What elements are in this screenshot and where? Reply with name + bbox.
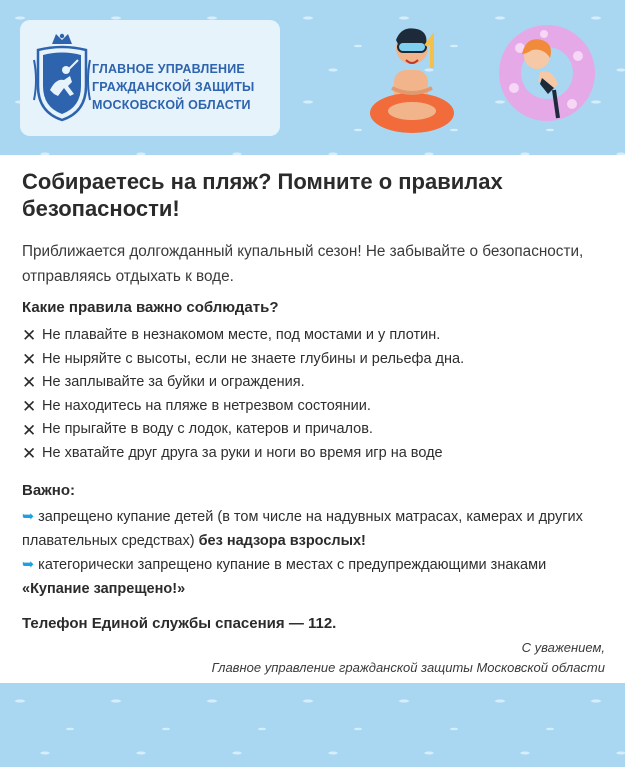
important-text: запрещено купание детей (в том числе на надувных матрасах, камерах и других плавательных средствах) — [22, 508, 583, 549]
org-name-line-2: ГРАЖДАНСКОЙ ЗАЩИТЫ — [92, 80, 255, 94]
signature-block — [212, 638, 605, 678]
rule-text: Не ныряйте с высоты, если не знаете глубины и рельефа дна. — [42, 350, 465, 367]
footer-banner — [0, 683, 625, 767]
rule-item — [22, 324, 607, 348]
important-heading: Важно: — [22, 481, 76, 499]
rule-item — [22, 348, 607, 372]
rule-text: Не заплывайте за буйки и ограждения. — [42, 374, 305, 391]
cross-icon: ✕ — [22, 373, 37, 393]
intro-text: Приближается долгожданный купальный сезон! Не забывайте о безопасности, отправляясь отдыхать к воде. — [22, 243, 584, 285]
signature-organization: Главное управление гражданской защиты Московской области — [211, 660, 605, 675]
rules-list — [22, 324, 607, 466]
main-content — [22, 168, 607, 632]
rule-item — [22, 395, 607, 419]
rule-item — [22, 418, 607, 442]
coat-of-arms-icon — [32, 30, 92, 126]
important-item-children — [22, 505, 607, 553]
important-item-signs — [22, 553, 607, 601]
rule-item — [22, 371, 607, 395]
rule-text: Не хватайте друг друга за руки и ноги во время игр на воде — [42, 444, 443, 461]
arrow-icon: ➥ — [22, 556, 35, 573]
cross-icon: ✕ — [22, 349, 37, 369]
important-text: категорически запрещено купание в местах с предупреждающими знаками — [38, 556, 547, 573]
arrow-icon: ➥ — [22, 508, 35, 525]
page-title: Собираетесь на пляж? Помните о правилах безопасности! — [22, 169, 503, 221]
org-name-line-1: ГЛАВНОЕ УПРАВЛЕНИЕ — [92, 62, 245, 76]
rescue-phone-line: Телефон Единой службы спасения — 112. — [22, 614, 337, 632]
organization-name — [92, 60, 277, 114]
important-emphasis: «Купание запрещено!» — [22, 580, 186, 597]
cross-icon: ✕ — [22, 444, 37, 464]
rule-text: Не плавайте в незнакомом месте, под мостами и у плотин. — [42, 327, 441, 343]
cross-icon: ✕ — [22, 397, 37, 417]
signature-greeting: С уважением, — [521, 640, 605, 655]
rules-heading: Какие правила важно соблюдать? — [22, 299, 279, 316]
rule-item — [22, 442, 607, 466]
snorkel-swimmer-illustration — [362, 18, 462, 136]
important-emphasis: без надзора взрослых! — [198, 532, 366, 549]
header-banner — [0, 0, 625, 155]
organization-logo-card — [20, 20, 280, 136]
cross-icon: ✕ — [22, 420, 37, 440]
org-name-line-3: МОСКОВСКОЙ ОБЛАСТИ — [92, 98, 251, 112]
rule-text: Не находитесь на пляже в нетрезвом состоянии. — [42, 397, 371, 414]
cross-icon: ✕ — [22, 326, 37, 346]
ring-swimmer-illustration — [492, 18, 602, 136]
rule-text: Не прыгайте в воду с лодок, катеров и причалов. — [42, 421, 373, 438]
